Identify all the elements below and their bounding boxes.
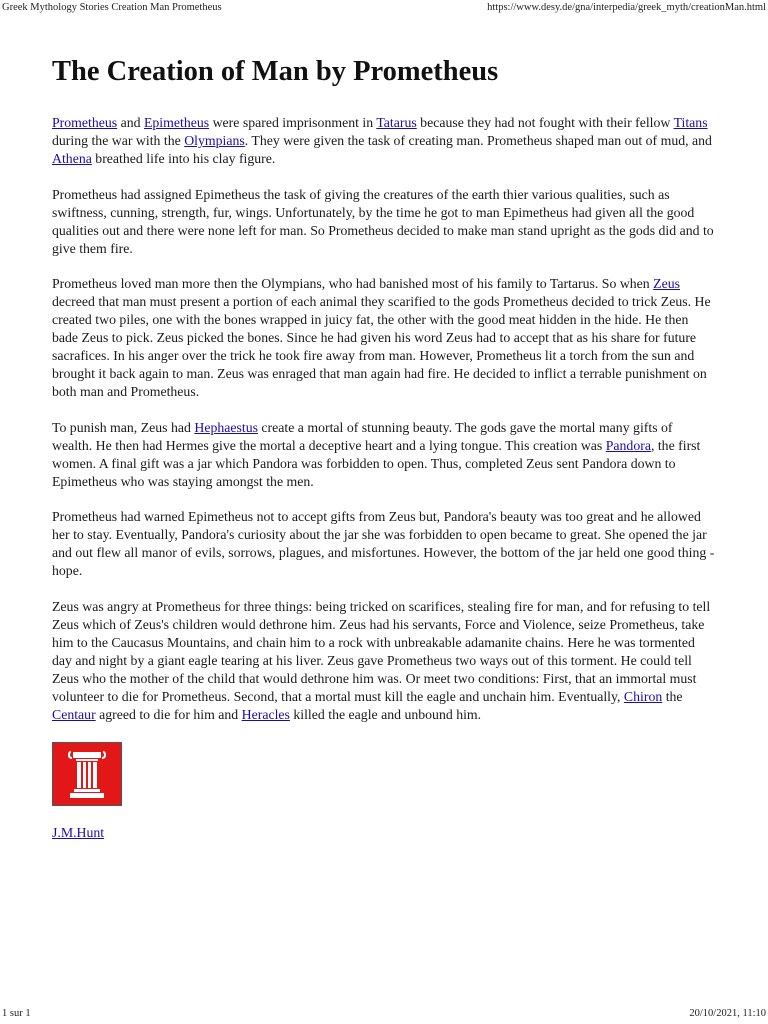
paragraph-5: Prometheus had warned Epimetheus not to accept gifts from Zeus but, Pandora's beauty was too great and he allowed her to stay. Eventually, Pandora's curiosity about the jar she was forbidden to open became to great. She opened the jar and out flew all manor of evils, sorrows, plagues, and misfortunes. However, the bottom of the jar held one good thing - hope. <box>52 509 715 578</box>
link-prometheus[interactable]: Prometheus <box>52 115 118 130</box>
print-datetime: 20/10/2021, 11:10 <box>689 1008 766 1019</box>
paragraph-1: Prometheus and Epimetheus were spared imprisonment in Tatarus because they had not fought with their fellow Titans during the war with the Olympians. They were given the task of creating man. Prometheus shaped man out of mud, and Athena breathed life into his clay figure. <box>52 115 712 166</box>
link-tatarus[interactable]: Tatarus <box>376 115 417 130</box>
link-chiron[interactable]: Chiron <box>623 688 663 704</box>
print-header-url: https://www.desy.de/gna/interpedia/greek_myth/creationMan.html <box>487 2 766 13</box>
link-heracles[interactable]: Heracles <box>241 706 290 722</box>
article <box>52 52 716 842</box>
link-zeus[interactable]: Zeus <box>653 276 680 291</box>
author-link[interactable]: J.M.Hunt <box>52 824 105 840</box>
temple-logo-link[interactable] <box>52 742 122 806</box>
link-titans[interactable]: Titans <box>673 115 708 130</box>
link-athena[interactable]: Athena <box>52 151 92 166</box>
paragraph-4: To punish man, Zeus had Hephaestus create a mortal of stunning beauty. The gods gave the mortal many gifts of wealth. He then had Hermes give the mortal a deceptive heart and a lying tongue. This creation was Pandora, the first women. A final gift was a jar which Pandora was forbidden to open. Thus, completed Zeus sent Pandora down to Epimetheus who was staying amongst the men. <box>52 419 701 489</box>
link-hephaestus[interactable]: Hephaestus <box>194 419 258 435</box>
page-title: The Creation of Man by Prometheus <box>52 56 499 87</box>
paragraph-2: Prometheus had assigned Epimetheus the task of giving the creatures of the earth thier various qualities, such as swiftness, cunning, strength, fur, wings. Unfortunately, by the time he got to man Epimetheus had given all the good qualities out and there were none left for man. So Prometheus decided to make man stand upright as the gods did and to give them fire. <box>52 186 714 256</box>
author-line <box>52 824 716 842</box>
print-header <box>0 0 768 16</box>
link-pandora[interactable]: Pandora <box>605 437 651 453</box>
print-header-title: Greek Mythology Stories Creation Man Prometheus <box>2 2 222 13</box>
paragraph-3: Prometheus loved man more then the Olympians, who had banished most of his family to Tartarus. So when Zeus decreed that man must present a portion of each animal they scarified to the gods Prometheus decided to trick Zeus. He created two piles, one with the bones wrapped in juicy fat, the other with the good meat hidden in the hide. He then bade Zeus to pick. Zeus picked the bones. Since he had given his word Zeus had to accept that as his share for future sacrafices. In his anger over the trick he took fire away from man. However, Prometheus lit a torch from the sun and brought it back again to man. Zeus was enraged that man again had fire. He decided to inflict a terrable punishment on both man and Prometheus. <box>52 276 711 399</box>
print-footer <box>0 1008 768 1024</box>
page-number: 1 sur 1 <box>2 1008 31 1019</box>
paragraph-6: Zeus was angry at Prometheus for three things: being tricked on scarifices, stealing fire for man, and for refusing to tell Zeus which of Zeus's children would dethrone him. Zeus had his servants, Force and Violence, seize Prometheus, take him to the Caucasus Mountains, and chain him to a rock with unbreakable adamanite chains. Here he was tormented day and night by a giant eagle tearing at his liver. Zeus gave Prometheus two ways out of this torment. He could tell Zeus who the mother of the child that would dethrone him was. Or meet two conditions: First, that an immortal must volunteer to die for Prometheus. Second, that a mortal must kill the eagle and unchain him. Eventually, Chiron the Centaur agreed to die for him and Heracles killed the eagle and unbound him. <box>52 598 711 722</box>
temple-column-icon <box>53 743 121 805</box>
link-olympians[interactable]: Olympians <box>184 133 245 148</box>
link-epimetheus[interactable]: Epimetheus <box>143 115 210 130</box>
link-centaur[interactable]: Centaur <box>52 706 96 722</box>
